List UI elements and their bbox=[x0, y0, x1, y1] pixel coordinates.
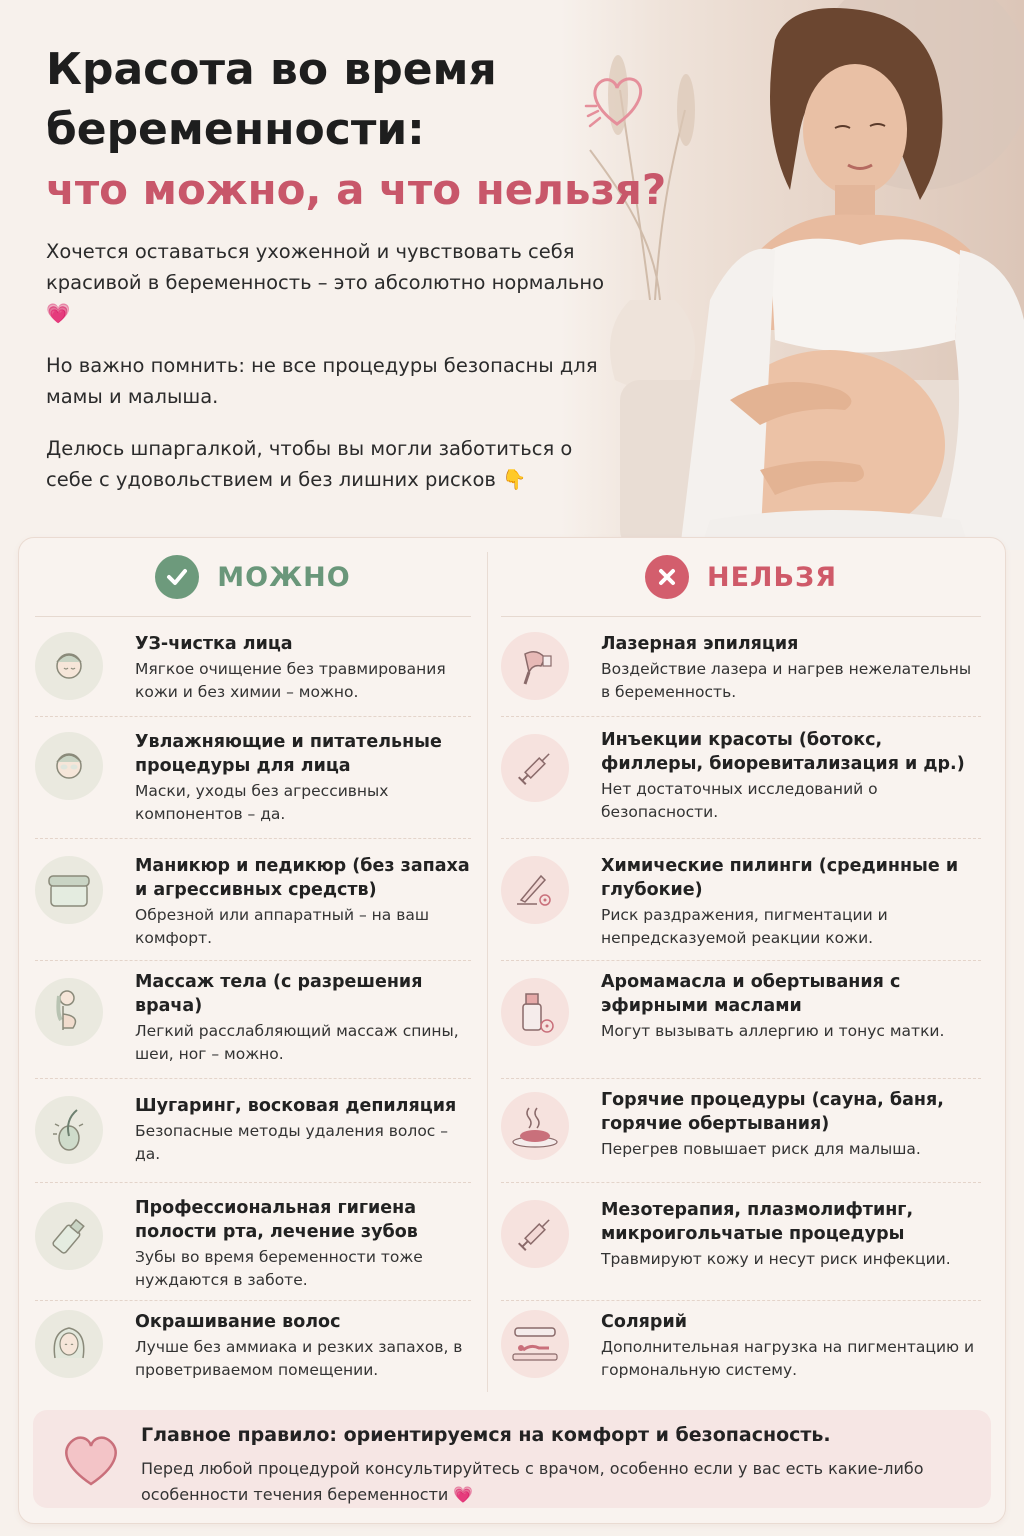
intro-paragraph-2: Но важно помнить: не все процедуры безопасны для мамы и малыша. bbox=[46, 354, 598, 408]
forbidden-item-title: Инъекции красоты (ботокс, филлеры, биоревитализация и др.) bbox=[601, 730, 965, 774]
face-care-icon bbox=[35, 632, 103, 700]
page-title bbox=[46, 40, 666, 220]
cream-jar-icon bbox=[35, 856, 103, 924]
hero-section bbox=[0, 0, 1024, 550]
hair-follicle-icon bbox=[35, 1096, 103, 1164]
forbidden-item-title: Химические пилинги (срединные и глубокие) bbox=[601, 856, 959, 900]
syringe-icon bbox=[501, 1200, 569, 1268]
procedures-card bbox=[18, 537, 1006, 1524]
main-rule-text: Перед любой процедурой консультируйтесь с врачом, особенно если у вас есть какие-либо особенности течения беременности 💗 bbox=[141, 1459, 924, 1504]
allowed-item-desc: Обрезной или аппаратный – на ваш комфорт. bbox=[135, 906, 430, 947]
allowed-header-label: МОЖНО bbox=[217, 561, 351, 593]
check-icon bbox=[155, 555, 199, 599]
forbidden-item-title: Солярий bbox=[601, 1312, 687, 1332]
tanning-bed-icon bbox=[501, 1310, 569, 1378]
syringe-icon bbox=[501, 734, 569, 802]
allowed-item-desc: Мягкое очищение без травмирования кожи и без химии – можно. bbox=[135, 660, 446, 701]
peel-brush-icon bbox=[501, 856, 569, 924]
forbidden-item-desc: Риск раздражения, пигментации и непредсказуемой реакции кожи. bbox=[601, 906, 888, 947]
allowed-item-title: Маникюр и педикюр (без запаха и агрессивных средств) bbox=[135, 856, 470, 900]
allowed-item-title: Шугаринг, восковая депиляция bbox=[135, 1096, 457, 1116]
allowed-item-title: Профессиональная гигиена полости рта, лечение зубов bbox=[135, 1198, 418, 1242]
allowed-item bbox=[35, 716, 471, 839]
allowed-item-title: УЗ-чистка лица bbox=[135, 634, 293, 654]
forbidden-header bbox=[501, 538, 981, 617]
forbidden-item-desc: Травмируют кожу и несут риск инфекции. bbox=[601, 1250, 951, 1268]
allowed-item-desc: Лучше без аммиака и резких запахов, в проветриваемом помещении. bbox=[135, 1338, 463, 1379]
woman-hair-icon bbox=[35, 1310, 103, 1378]
allowed-item bbox=[35, 960, 471, 1079]
intro-paragraph-1: Хочется оставаться ухоженной и чувствовать себя красивой в беременность – это абсолютно нормально 💗 bbox=[46, 240, 605, 325]
allowed-item bbox=[35, 1078, 471, 1183]
forbidden-column bbox=[501, 538, 981, 1379]
forbidden-item-title: Горячие процедуры (сауна, баня, горячие обертывания) bbox=[601, 1090, 944, 1134]
forbidden-item bbox=[501, 1300, 981, 1400]
oil-bottle-icon bbox=[501, 978, 569, 1046]
allowed-item-desc: Безопасные методы удаления волос – да. bbox=[135, 1122, 449, 1163]
allowed-item-desc: Зубы во время беременности тоже нуждаются в заботе. bbox=[135, 1248, 423, 1289]
forbidden-item bbox=[501, 960, 981, 1079]
face-mask-icon bbox=[35, 732, 103, 800]
forbidden-item-desc: Дополнительная нагрузка на пигментацию и гормональную систему. bbox=[601, 1338, 975, 1379]
main-rule-title: Главное правило: ориентируемся на комфорт и безопасность. bbox=[141, 1424, 831, 1446]
allowed-column bbox=[35, 538, 471, 1379]
forbidden-item-title: Мезотерапия, плазмолифтинг, микроигольчатые процедуры bbox=[601, 1200, 914, 1244]
allowed-item-title: Массаж тела (с разрешения врача) bbox=[135, 972, 423, 1016]
forbidden-item bbox=[501, 1078, 981, 1183]
allowed-item bbox=[35, 1300, 471, 1400]
forbidden-header-label: НЕЛЬЗЯ bbox=[706, 561, 838, 593]
heart-doodle-icon bbox=[582, 66, 652, 136]
allowed-item-title: Окрашивание волос bbox=[135, 1312, 341, 1332]
allowed-item bbox=[35, 1182, 471, 1301]
forbidden-item-desc: Перегрев повышает риск для малыша. bbox=[601, 1140, 921, 1158]
allowed-item-desc: Маски, уходы без агрессивных компонентов – да. bbox=[135, 782, 389, 823]
forbidden-item bbox=[501, 838, 981, 961]
title-line-2: беременности: bbox=[46, 104, 425, 155]
heart-icon bbox=[59, 1430, 123, 1490]
forbidden-item bbox=[501, 716, 981, 839]
forbidden-item bbox=[501, 618, 981, 717]
hot-stones-icon bbox=[501, 1092, 569, 1160]
column-divider bbox=[487, 552, 488, 1392]
intro-paragraph-3: Делюсь шпаргалкой, чтобы вы могли заботиться о себе с удовольствием и без лишних рисков 👇 bbox=[46, 437, 573, 491]
main-rule-box bbox=[33, 1410, 991, 1508]
forbidden-item-title: Лазерная эпиляция bbox=[601, 634, 799, 654]
forbidden-item-desc: Воздействие лазера и нагрев нежелательны в беременность. bbox=[601, 660, 972, 701]
forbidden-item-desc: Нет достаточных исследований о безопасности. bbox=[601, 780, 878, 821]
title-line-1: Красота во время bbox=[46, 44, 497, 95]
intro-text bbox=[46, 236, 606, 516]
forbidden-item-desc: Могут вызывать аллергию и тонус матки. bbox=[601, 1022, 945, 1040]
title-line-3: что можно, а что нельзя? bbox=[46, 165, 667, 214]
allowed-item-desc: Легкий расслабляющий массаж спины, шеи, ног – можно. bbox=[135, 1022, 459, 1063]
allowed-item bbox=[35, 838, 471, 961]
allowed-header bbox=[35, 538, 471, 617]
allowed-item bbox=[35, 618, 471, 717]
cross-icon bbox=[645, 555, 689, 599]
bottle-icon bbox=[35, 1202, 103, 1270]
pregnant-woman-icon bbox=[35, 978, 103, 1046]
allowed-item-title: Увлажняющие и питательные процедуры для лица bbox=[135, 732, 442, 776]
forbidden-item-title: Аромамасла и обертывания с эфирными маслами bbox=[601, 972, 901, 1016]
forbidden-item bbox=[501, 1182, 981, 1301]
laser-device-icon bbox=[501, 632, 569, 700]
